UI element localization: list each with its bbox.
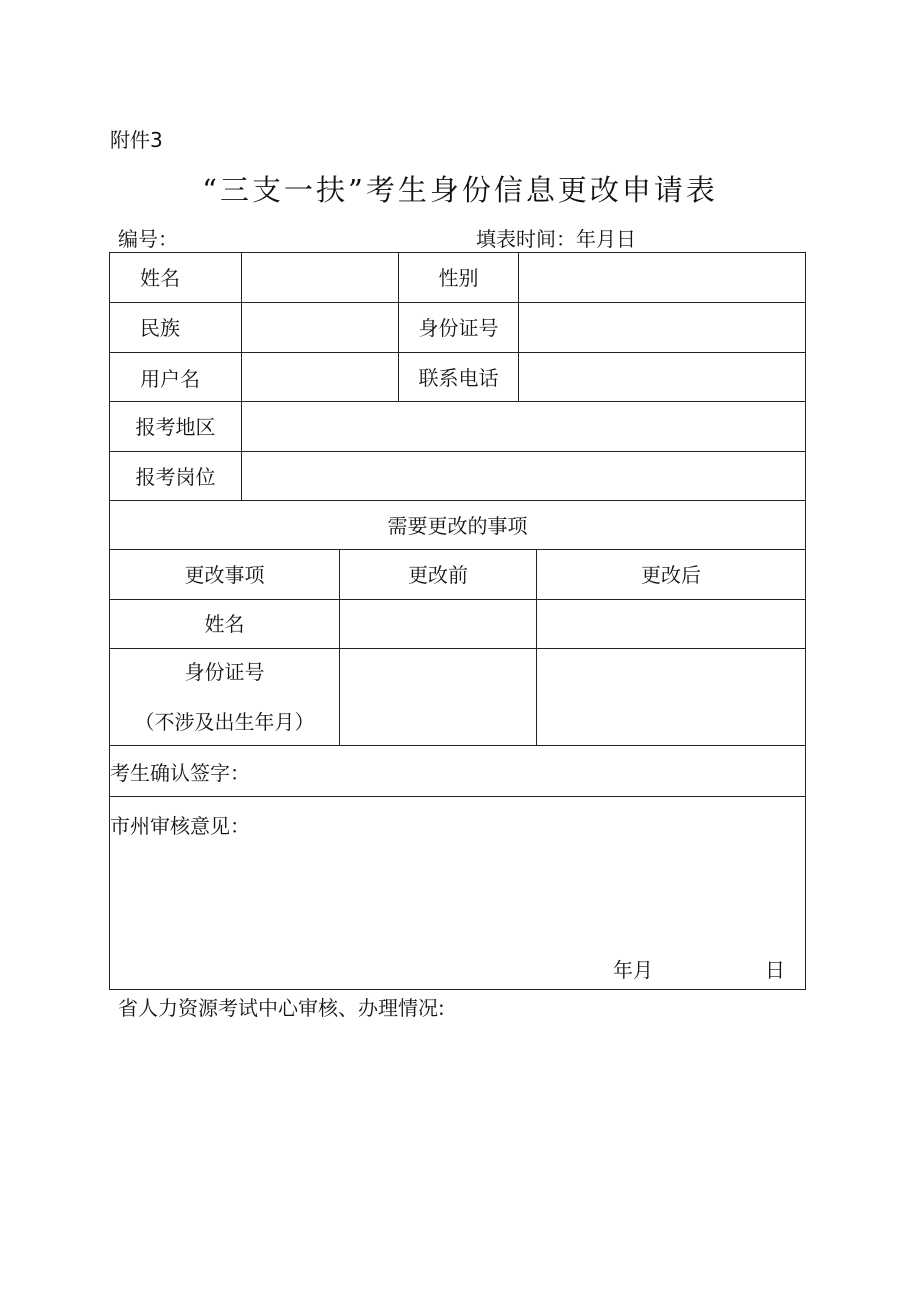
gender-value[interactable] [519, 253, 805, 302]
username-label: 用户名 [140, 367, 200, 391]
id-before-value[interactable] [340, 649, 536, 745]
region-value[interactable] [242, 402, 805, 451]
column-header-before: 更改前 [408, 563, 468, 587]
position-label: 报考岗位 [135, 465, 216, 489]
fill-time-label: 填表时间：年月日 [476, 227, 636, 251]
city-review-label: 市州审核意见： [110, 814, 250, 838]
id-label: 身份证号 [418, 316, 499, 340]
column-header-after: 更改后 [641, 563, 701, 587]
province-review-label: 省人力资源考试中心审核、办理情况: [118, 996, 445, 1020]
row-divider [110, 549, 805, 550]
candidate-signature-label: 考生确认签字： [110, 761, 250, 785]
ethnicity-label: 民族 [140, 316, 180, 340]
attachment-number: 附件3 [110, 128, 163, 152]
name-value[interactable] [242, 253, 398, 302]
name-label: 姓名 [140, 266, 180, 290]
row-divider [110, 796, 805, 797]
column-header-item: 更改事项 [184, 563, 265, 587]
ethnicity-value[interactable] [242, 303, 398, 352]
change-item-id: 身份证号 [184, 660, 265, 684]
phone-label: 联系电话 [418, 366, 499, 390]
phone-value[interactable] [519, 353, 805, 401]
gender-label: 性别 [438, 266, 479, 290]
review-date-day: 日 [765, 958, 785, 982]
name-after-value[interactable] [537, 600, 805, 648]
number-label: 编号： [118, 227, 178, 251]
id-after-value[interactable] [537, 649, 805, 745]
change-item-id-note: （不涉及出生年月） [134, 710, 315, 734]
application-form-table [109, 252, 806, 990]
form-title: “三支一扶”考生身份信息更改申请表 [202, 173, 718, 207]
id-value[interactable] [519, 303, 805, 352]
username-value[interactable] [242, 353, 398, 401]
row-divider [110, 500, 805, 501]
name-before-value[interactable] [340, 600, 536, 648]
review-date-year-month: 年月 [613, 958, 653, 982]
row-divider [110, 745, 805, 746]
region-label: 报考地区 [135, 415, 216, 439]
change-item-name: 姓名 [204, 612, 245, 636]
changes-section-title: 需要更改的事项 [387, 514, 528, 538]
position-value[interactable] [242, 452, 805, 500]
